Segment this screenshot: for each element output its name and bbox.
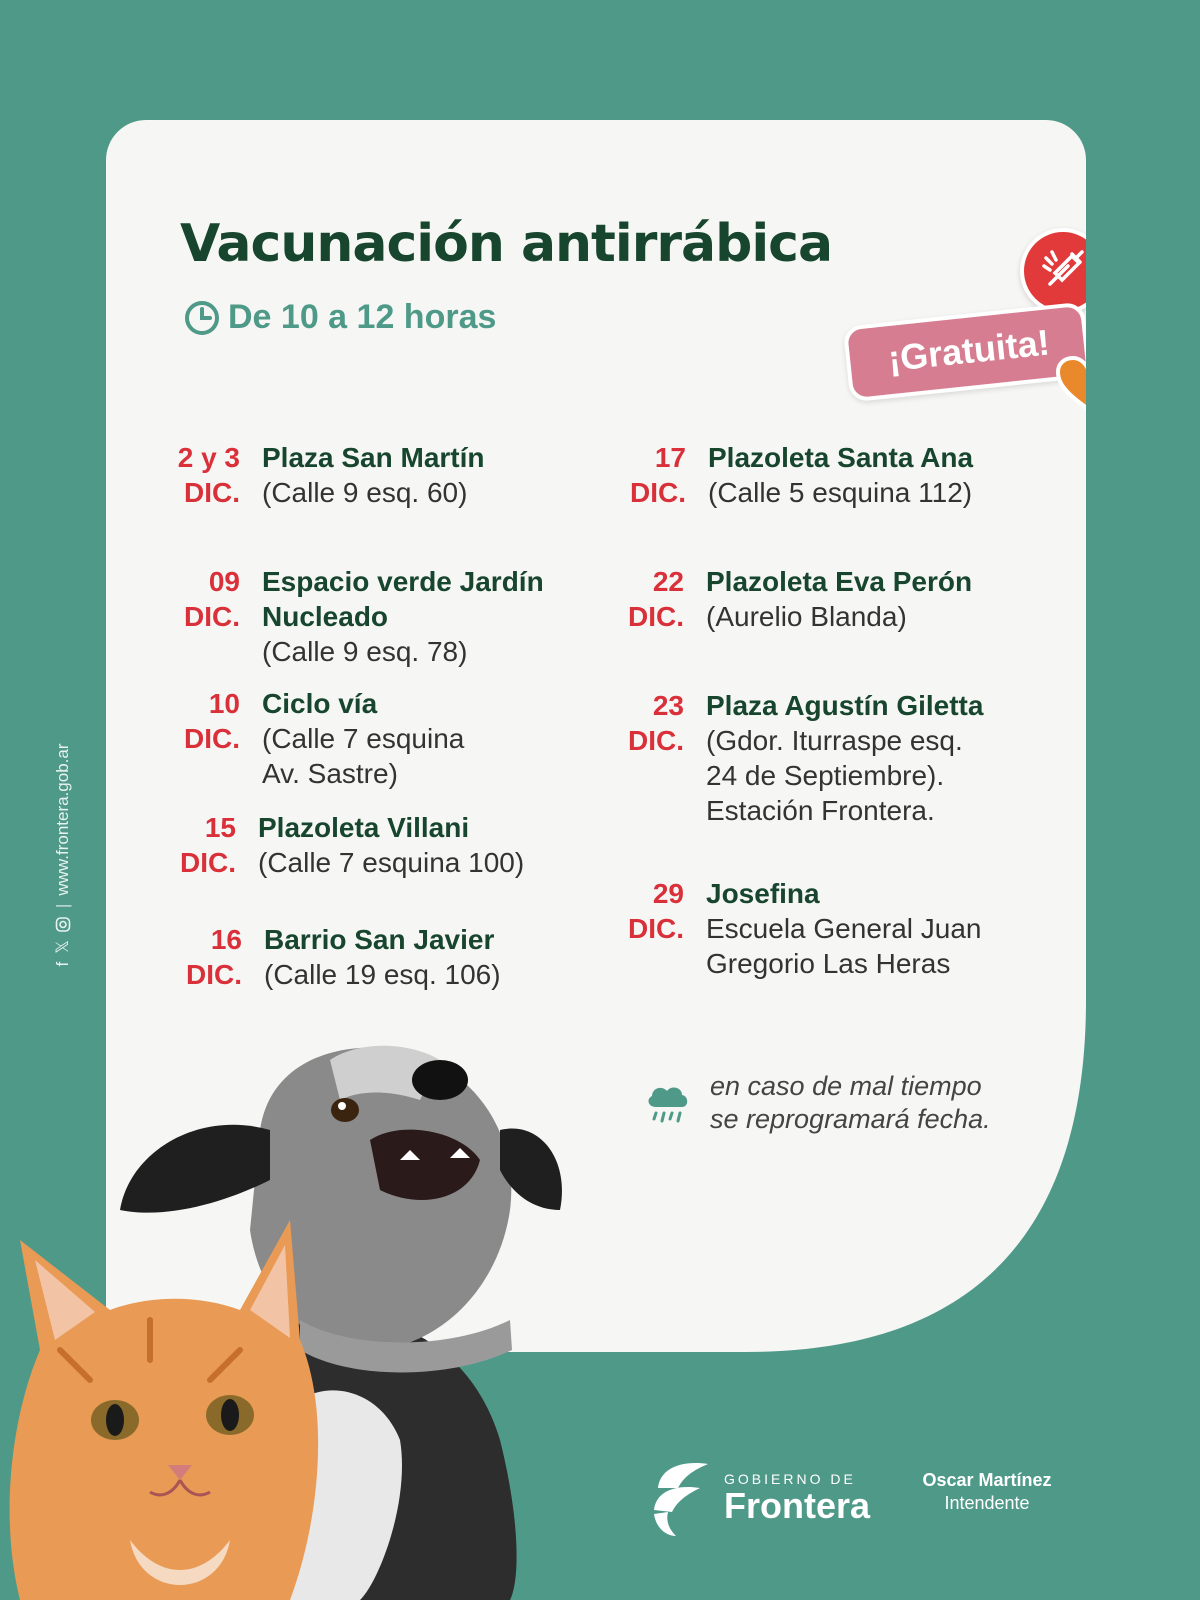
- hours-row: [184, 298, 496, 337]
- event-item: [614, 564, 972, 634]
- event-place: Espacio verde Jardín Nucleado: [262, 566, 544, 632]
- event-item: [614, 876, 982, 981]
- event-place: Josefina: [706, 878, 820, 909]
- heart-icon: [1054, 354, 1086, 414]
- event-day: 15: [204, 812, 236, 843]
- event-day: 2 y 3: [177, 442, 240, 473]
- frontera-logo-icon: [650, 1458, 712, 1538]
- clock-icon: [184, 300, 220, 336]
- event-place: Plaza San Martín: [262, 442, 485, 473]
- event-day: 16: [210, 924, 242, 955]
- event-month: DIC.: [184, 723, 240, 754]
- social-sidebar: [48, 720, 78, 990]
- event-day: 23: [652, 690, 684, 721]
- event-month: DIC.: [180, 847, 236, 878]
- event-address: (Calle 9 esq. 60): [262, 477, 468, 508]
- event-item: [170, 440, 485, 510]
- rain-cloud-icon: [642, 1077, 694, 1129]
- pets-illustration: [0, 1020, 620, 1600]
- event-month: DIC.: [628, 601, 684, 632]
- divider: |: [53, 903, 72, 909]
- hours-text: De 10 a 12 horas: [228, 298, 497, 336]
- website-link[interactable]: www.frontera.gob.ar: [53, 743, 72, 896]
- event-address: Escuela General Juan Gregorio Las Heras: [706, 913, 982, 979]
- x-icon[interactable]: 𝕏: [53, 940, 72, 954]
- free-badge-group: [846, 228, 1086, 428]
- event-item: [172, 922, 501, 992]
- event-day: 17: [654, 442, 686, 473]
- event-day: 22: [652, 566, 684, 597]
- event-month: DIC.: [186, 959, 242, 990]
- event-place: Plaza Agustín Giletta: [706, 690, 984, 721]
- weather-note: [642, 1070, 991, 1136]
- syringe-icon: [1020, 228, 1086, 314]
- event-month: DIC.: [628, 913, 684, 944]
- page-title: Vacunación antirrábica: [180, 214, 833, 274]
- event-month: DIC.: [184, 477, 240, 508]
- event-place: Plazoleta Santa Ana: [708, 442, 974, 473]
- event-address: (Calle 9 esq. 78): [262, 636, 468, 667]
- instagram-icon[interactable]: [55, 916, 71, 932]
- event-day: 10: [208, 688, 240, 719]
- event-place: Plazoleta Eva Perón: [706, 566, 973, 597]
- event-month: DIC.: [628, 725, 684, 756]
- mayor-signature: [912, 1470, 1062, 1514]
- event-place: Plazoleta Villani: [258, 812, 470, 843]
- event-item: [616, 440, 973, 510]
- logo-government-text: GOBIERNO DE: [724, 1471, 856, 1487]
- event-item: [166, 810, 524, 880]
- event-address: (Gdor. Iturraspe esq. 24 de Septiembre). Estación Frontera.: [706, 725, 963, 826]
- government-logo: [650, 1458, 870, 1538]
- event-address: (Calle 7 esquina Av. Sastre): [262, 723, 465, 789]
- free-badge: ¡Gratuita!: [843, 302, 1086, 403]
- event-address: (Calle 19 esq. 106): [264, 959, 501, 990]
- event-item: [170, 564, 544, 669]
- event-item: [614, 688, 983, 828]
- logo-city-name: Frontera: [724, 1485, 871, 1526]
- event-address: (Aurelio Blanda): [706, 601, 907, 632]
- mayor-name: Oscar Martínez: [922, 1470, 1052, 1490]
- event-day: 09: [208, 566, 240, 597]
- event-place: Ciclo vía: [262, 688, 378, 719]
- event-place: Barrio San Javier: [264, 924, 495, 955]
- event-address: (Calle 5 esquina 112): [708, 477, 973, 508]
- event-item: [170, 686, 464, 791]
- event-day: 29: [652, 878, 684, 909]
- facebook-icon[interactable]: f: [53, 961, 72, 967]
- event-month: DIC.: [184, 601, 240, 632]
- event-address: (Calle 7 esquina 100): [258, 847, 525, 878]
- event-month: DIC.: [630, 477, 686, 508]
- mayor-role: Intendente: [944, 1493, 1030, 1513]
- weather-note-text: en caso de mal tiempo se reprogramará fecha.: [710, 1071, 991, 1134]
